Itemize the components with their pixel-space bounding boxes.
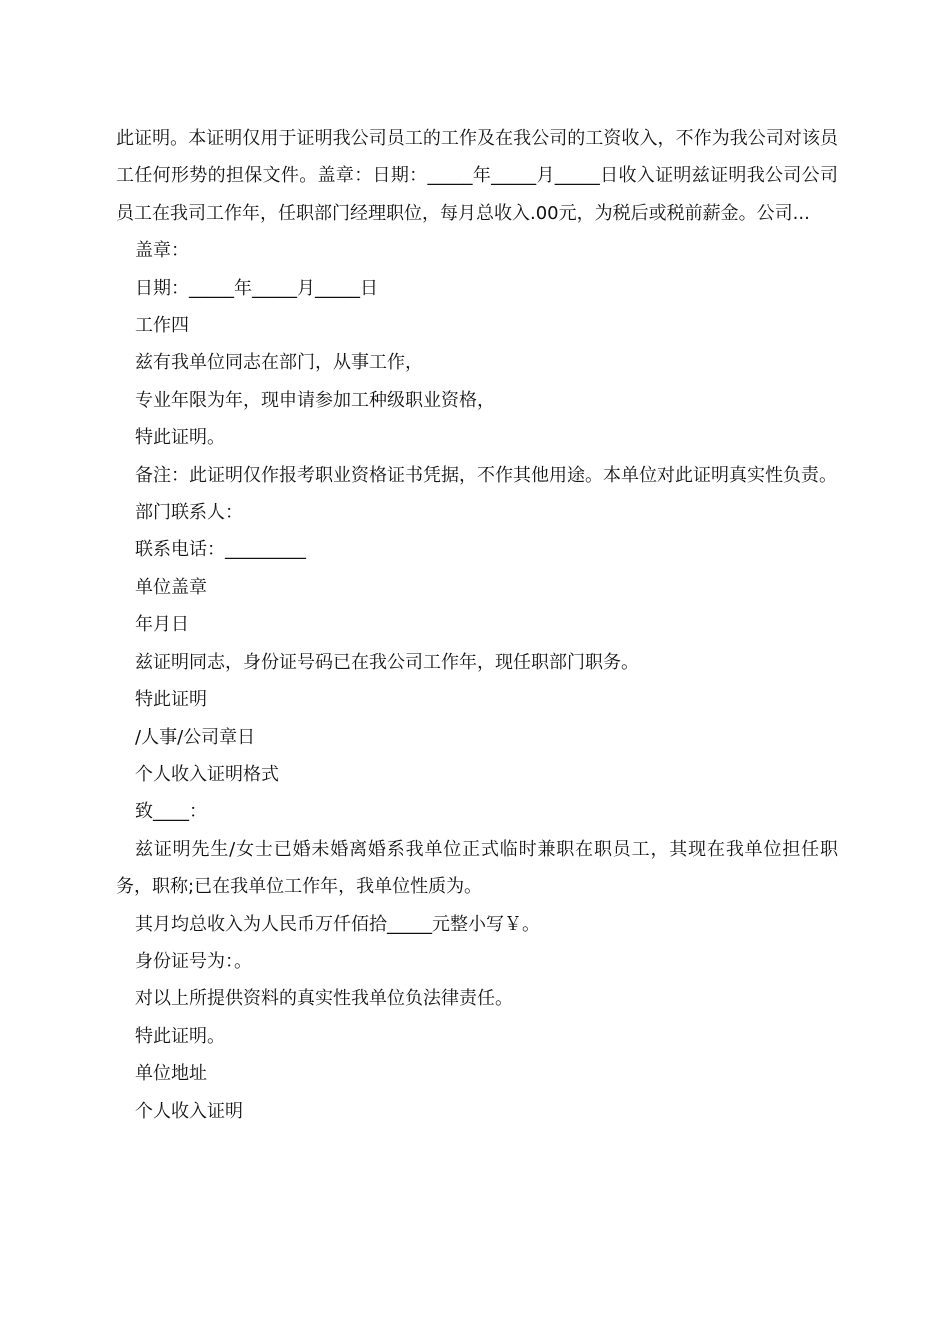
paragraph-text: 兹有我单位同志在部门，从事工作， [135,352,423,374]
paragraph-text: 对以上所提供资料的真实性我单位负法律责任。 [135,988,513,1010]
paragraph-text: 兹证明同志，身份证号码已在我公司工作年，现任职部门职务。 [135,651,639,673]
paragraph-contact-person: 部门联系人： [135,502,243,524]
paragraph-text: 专业年限为年，现申请参加工种级职业资格， [135,389,495,411]
paragraph-unit-seal: 单位盖章 [135,576,207,598]
paragraph-intro: 此证明。本证明仅用于证明我公司员工的工作及在我公司的工资收入，不作为我公司对该员工任何形势的担保文件。盖章：日期：_____年_____月_____日收入证明兹证明我公司公司员工在我司工作年，任职部门经理职位，每月总收入.00元，为税后或税前薪金。公司... [116,128,838,224]
paragraph-note: 备注：此证明仅作报考职业资格证书凭据，不作其他用途。本单位对此证明真实性负责。 [135,464,837,486]
paragraph-seal: 盖章： [135,240,189,262]
paragraph-address: 单位地址 [135,1063,207,1085]
section-heading: 个人收入证明格式 [135,763,279,785]
section-heading: 个人收入证明 [135,1100,243,1122]
paragraph-text: 特此证明。 [135,427,225,449]
document-body [116,120,838,1130]
paragraph-text: 兹证明先生/女士已婚未婚离婚系我单位正式临时兼职在职员工，其现在我单位担任职务，职称;已在我单位工作年，我单位性质为。 [116,838,838,898]
paragraph-id-number: 身份证号为：。 [135,950,252,972]
paragraph-income: 其月均总收入为人民币万仟佰拾_____元整小写￥。 [135,913,540,935]
paragraph-text: 特此证明 [135,689,207,711]
paragraph-text: /人事/公司章日 [135,726,256,748]
paragraph-contact-phone: 联系电话：_________ [135,539,306,561]
paragraph-recipient: 致____： [135,801,207,823]
paragraph-date-blank: 年月日 [135,614,189,636]
section-heading: 工作四 [135,315,189,337]
paragraph-date: 日期：_____年_____月_____日 [135,277,378,299]
paragraph-text: 特此证明。 [135,1025,225,1047]
